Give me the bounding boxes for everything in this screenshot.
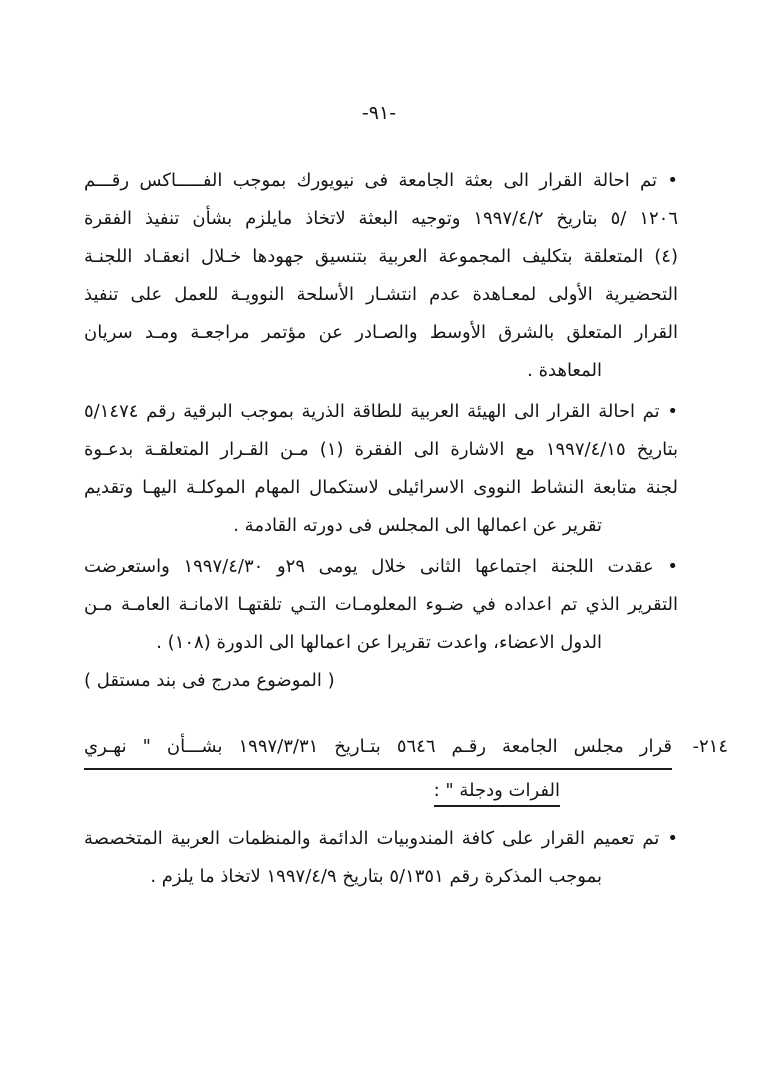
text-line: بموجب المذكرة رقم ٥/١٣٥١ بتاريخ ١٩٩٧/٤/٩ لاتخاذ ما يلزم . xyxy=(150,866,602,887)
text-line: الدول الاعضاء، واعدت تقريرا عن اعمالها الى الدورة (١٠٨) . xyxy=(156,632,602,653)
bullet-paragraph xyxy=(84,820,678,896)
text-line: • عقدت اللجنة اجتماعها الثانى خلال يومى ٢٩و ١٩٩٧/٤/٣٠ واستعرضت xyxy=(84,556,678,577)
parenthetical-note: ( الموضوع مدرج فى بند مستقل ) xyxy=(84,670,335,691)
page-number: -٩١- xyxy=(361,102,397,124)
bullet-section xyxy=(84,820,678,896)
text-line: تقرير عن اعمالها الى المجلس فى دورته القادمة . xyxy=(233,515,602,536)
bullet-paragraph xyxy=(84,548,678,700)
text-line: (٤) المتعلقة بتكليف المجموعة العربية بتنسيق جهودها خـلال انعقـاد اللجنـة xyxy=(84,246,678,267)
text-line: لجنة متابعة النشاط النووى الاسرائيلى لاستكمال المهام الموكلـة اليهـا وتقديم xyxy=(84,477,678,498)
text-line: • تم احالة القرار الى الهيئة العربية للطاقة الذرية بموجب البرقية رقم ٥/١٤٧٤ xyxy=(84,401,678,422)
text-line: التقرير الذي تم اعداده في ضـوء المعلومـات التـي تلقتهـا الامانـة العامـة مـن xyxy=(84,594,678,615)
text-line: • تم تعميم القرار على كافة المندوبيات الدائمة والمنظمات العربية المتخصصة xyxy=(84,828,678,849)
heading-line-underlined: قرار مجلس الجامعة رقـم ٥٦٤٦ بتـاريخ ١٩٩٧/٣/٣١ بشـــأن " نهـري xyxy=(84,726,672,770)
heading-line-underlined xyxy=(84,770,672,812)
text-line: القرار المتعلق بالشرق الأوسط والصـادر عن مؤتمر مراجعـة ومـد سريان xyxy=(84,322,678,343)
bullet-paragraph xyxy=(84,393,678,545)
document-body xyxy=(84,162,728,896)
bullet-paragraph xyxy=(84,162,678,390)
text-line: بتاريخ ١٩٩٧/٤/١٥ مع الاشارة الى الفقرة (١) مـن القـرار المتعلقـة بدعـوة xyxy=(84,439,679,460)
text-line: المعاهدة . xyxy=(527,360,602,381)
text-line: • تم احالة القرار الى بعثة الجامعة فى نيويورك بموجب الفـــــاكس رقـــم xyxy=(84,170,678,191)
underlined-text: الفرات ودجلة " : xyxy=(434,780,560,807)
item-heading xyxy=(84,726,672,812)
text-line: ١٢٠٦ /٥ بتاريخ ١٩٩٧/٤/٢ وتوجيه البعثة لاتخاذ مايلزم بشأن تنفيذ الفقرة xyxy=(84,208,678,229)
item-number: ٢١٤- xyxy=(692,736,728,757)
text-line: التحضيرية الأولى لمعـاهدة عدم انتشـار الأسلحة النوويـة للعمل على تنفيذ xyxy=(84,284,678,305)
bullet-section xyxy=(84,162,678,700)
agenda-item-214 xyxy=(84,726,728,812)
